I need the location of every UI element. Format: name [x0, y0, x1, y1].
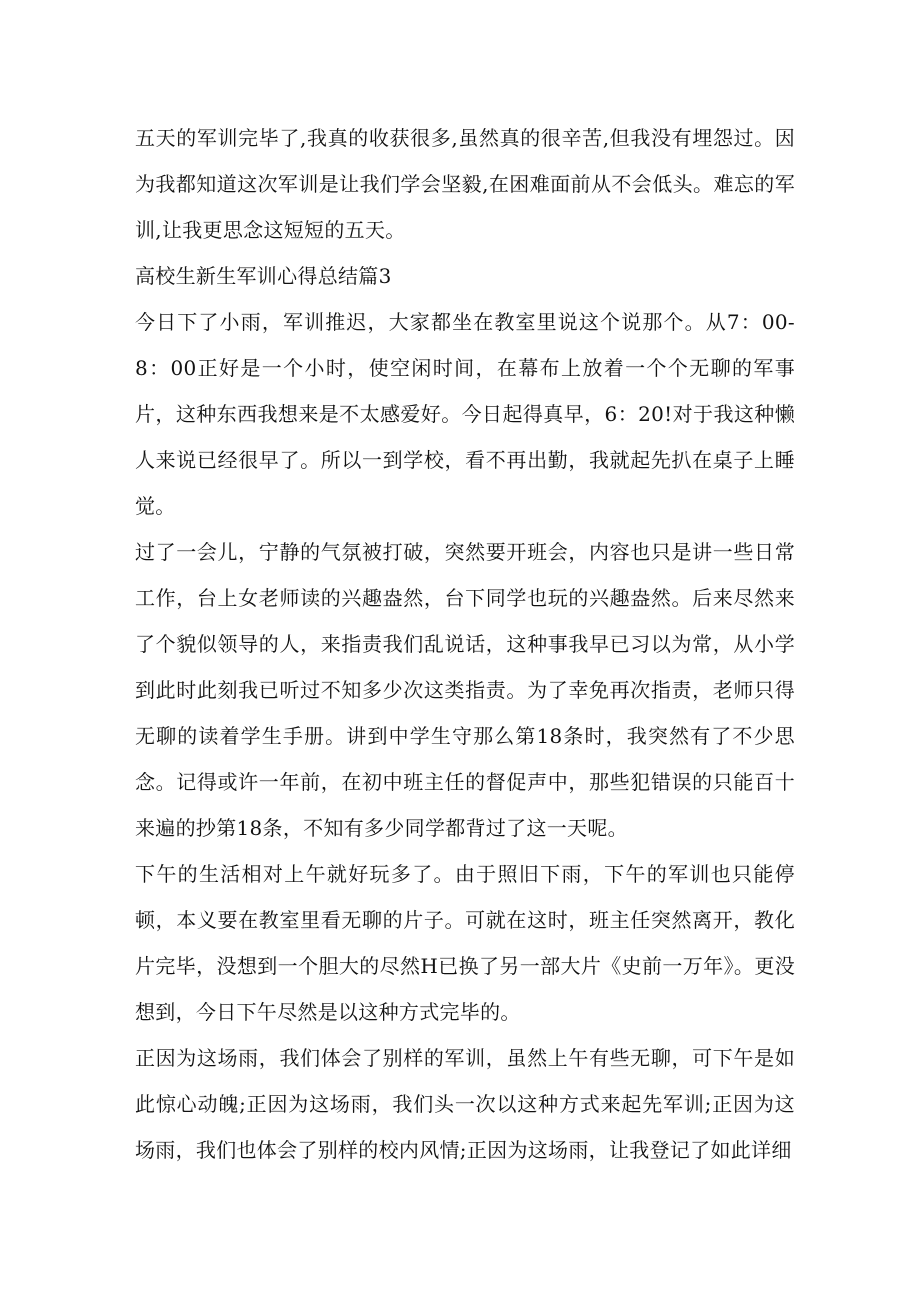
paragraph-3: 过了一会儿，宁静的气氛被打破，突然要开班会，内容也只是讲一些日常工作，台上女老师读的兴趣盎然，台下同学也玩的兴趣盎然。后来尽然来了个貌似领导的人，来指责我们乱说话，这种事我早已习以为常，从小学到此时此刻我已听过不知多少次这类指责。为了幸免再次指责，老师只得无聊的读着学生手册。讲到中学生守那么第18条时，我突然有了不少思念。记得或许一年前，在初中班主任的督促声中，那些犯错误的只能百十来遍的抄第18条，不知有多少同学都背过了这一天呢。 — [135, 540, 795, 840]
paragraph-1: 五天的军训完毕了,我真的收获很多,虽然真的很辛苦,但我没有埋怨过。因为我都知道这次军训是让我们学会坚毅,在困难面前从不会低头。难忘的军训,让我更思念这短短的五天。 — [135, 126, 795, 242]
paragraph-5: 正因为这场雨，我们体会了别样的军训，虽然上午有些无聊，可下午是如此惊心动魄;正因为这场雨，我们头一次以这种方式来起先军训;正因为这场雨，我们也体会了别样的校内风情;正因为这场雨，让我登记了如此详细 — [135, 1046, 795, 1162]
paragraph-2: 今日下了小雨，军训推迟，大家都坐在教室里说这个说那个。从7：00-8：00正好是一个小时，使空闲时间，在幕布上放着一个个无聊的军事片，这种东西我想来是不太感爱好。今日起得真早，6：20!对于我这种懒人来说已经很早了。所以一到学校，看不再出勤，我就起先扒在桌子上睡觉。 — [135, 310, 795, 518]
document-body — [135, 115, 795, 1173]
paragraph-4: 下午的生活相对上午就好玩多了。由于照旧下雨，下午的军训也只能停顿，本义要在教室里看无聊的片子。可就在这时，班主任突然离开，教化片完毕，没想到一个胆大的尽然H已换了另一部大片《史前一万年》。更没想到，今日下午尽然是以这种方式完毕的。 — [135, 862, 795, 1024]
section-heading: 高校生新生军训心得总结篇3 — [135, 264, 392, 288]
